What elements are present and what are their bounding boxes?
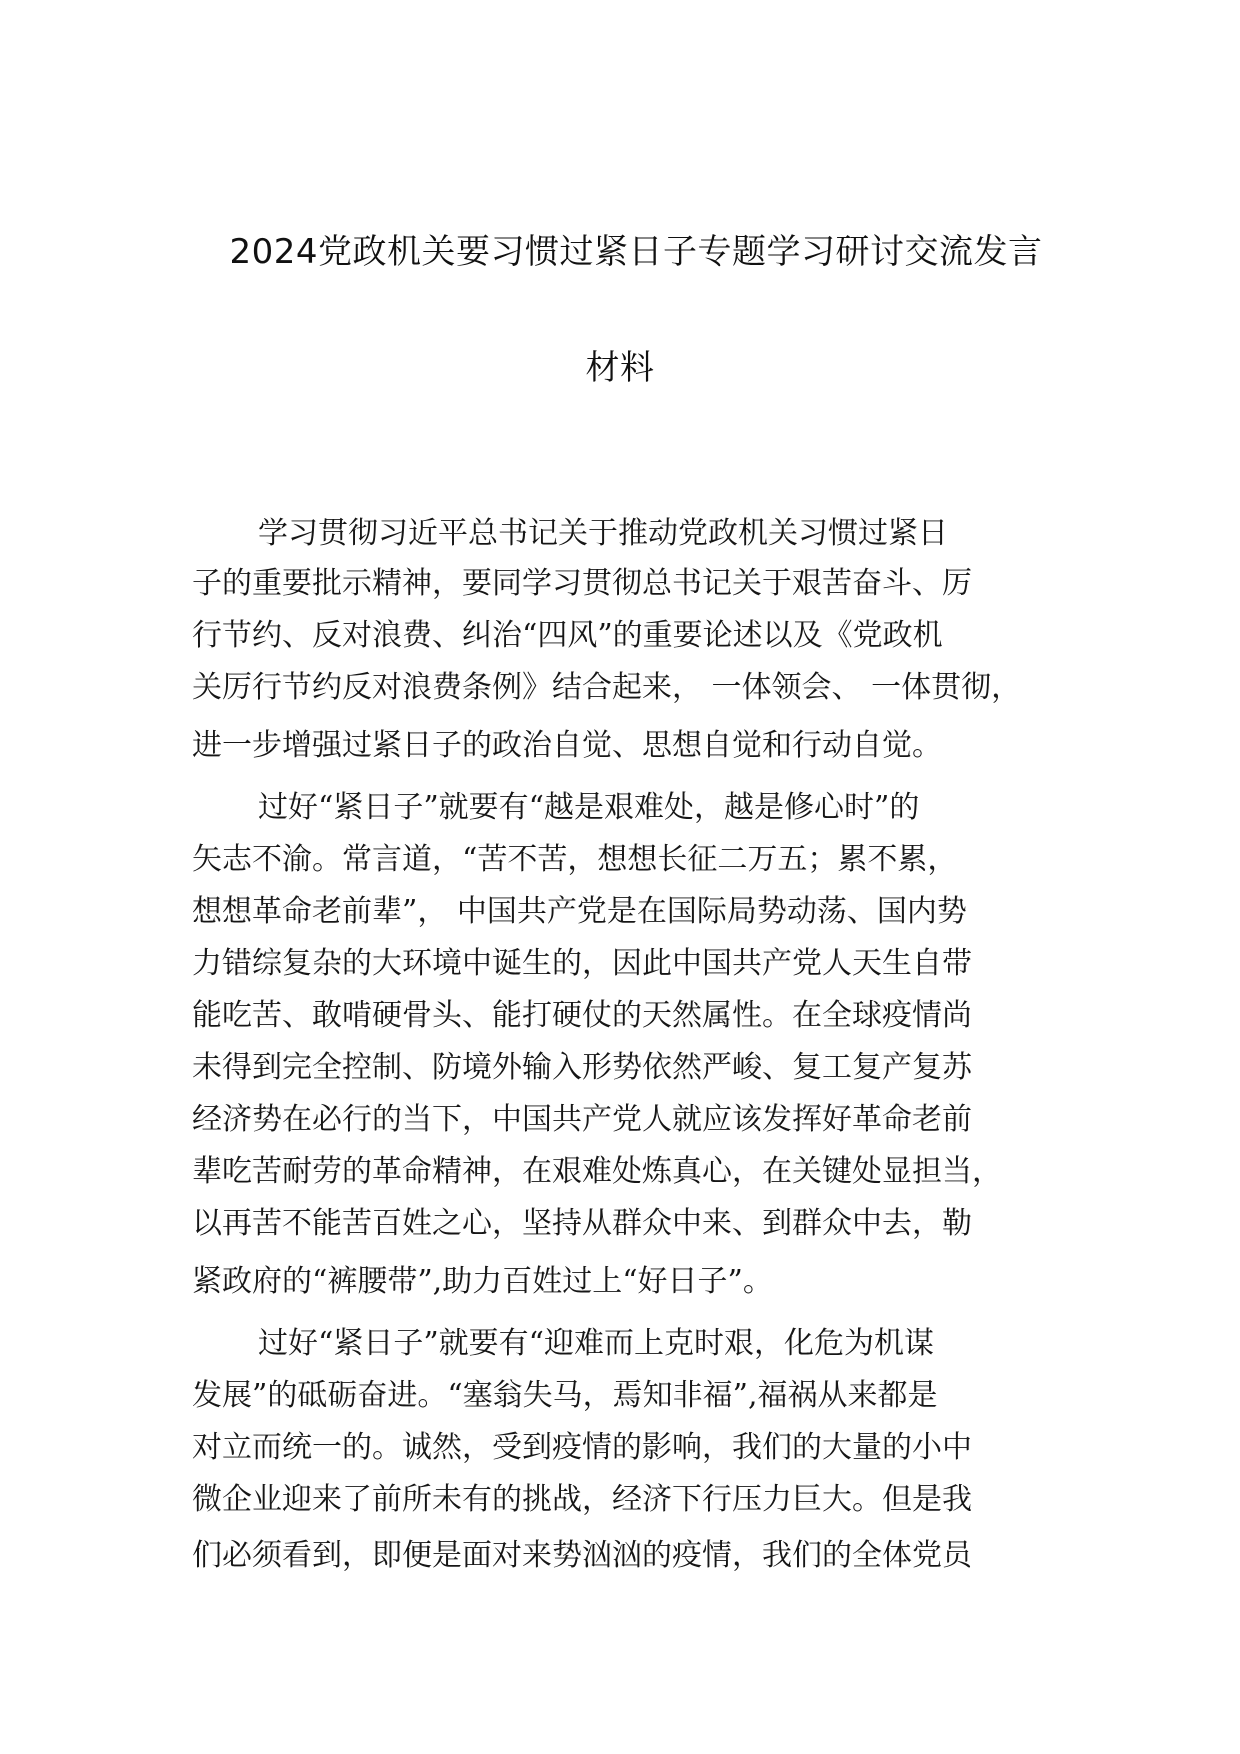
paragraph-2-line-2: 矢志不渝。常言道，“苦不苦，想想长征二万五；累不累，: [192, 842, 958, 877]
paragraph-3-line-4: 微企业迎来了前所未有的挑战，经济下行压力巨大。但是我: [192, 1482, 972, 1517]
paragraph-2-line-1: 过好“紧日子”就要有“越是艰难处，越是修心时”的: [258, 790, 920, 825]
paragraph-2-line-9: 以再苦不能苦百姓之心，坚持从群众中来、到群众中去，勒: [192, 1206, 972, 1241]
paragraph-1-line-2: 子的重要批示精神，要同学习贯彻总书记关于艰苦奋斗、厉: [192, 566, 972, 601]
paragraph-1-line-4: 关厉行节约反对浪费条例》结合起来， 一体领会、 一体贯彻，: [192, 670, 1022, 705]
paragraph-3-line-3: 对立而统一的。诚然，受到疫情的影响，我们的大量的小中: [192, 1430, 972, 1465]
document-title-line-1: 2024党政机关要习惯过紧日子专题学习研讨交流发言: [229, 232, 1043, 272]
paragraph-2-line-6: 未得到完全控制、防境外输入形势依然严峻、复工复产复苏: [192, 1050, 972, 1085]
paragraph-1-line-1: 学习贯彻习近平总书记关于推动党政机关习惯过紧日: [258, 516, 948, 551]
paragraph-1-line-5: 进一步增强过紧日子的政治自觉、思想自觉和行动自觉。: [192, 728, 942, 763]
paragraph-2-line-7: 经济势在必行的当下，中国共产党人就应该发挥好革命老前: [192, 1102, 972, 1137]
paragraph-2-line-10: 紧政府的“裤腰带”,助力百姓过上“好日子”。: [192, 1264, 773, 1299]
paragraph-3-line-5: 们必须看到，即便是面对来势汹汹的疫情，我们的全体党员: [192, 1538, 972, 1573]
paragraph-3-line-1: 过好“紧日子”就要有“迎难而上克时艰，化危为机谋: [258, 1326, 935, 1361]
paragraph-1-line-3: 行节约、反对浪费、纠治“四风”的重要论述以及《党政机: [192, 618, 943, 653]
paragraph-2-line-4: 力错综复杂的大环境中诞生的，因此中国共产党人天生自带: [192, 946, 972, 981]
paragraph-2-line-8: 辈吃苦耐劳的革命精神，在艰难处炼真心，在关键处显担当，: [192, 1154, 1002, 1189]
paragraph-2-line-5: 能吃苦、敢啃硬骨头、能打硬仗的天然属性。在全球疫情尚: [192, 998, 972, 1033]
document-title-line-2: 材料: [585, 348, 655, 388]
paragraph-2-line-3: 想想革命老前辈”， 中国共产党是在国际局势动荡、国内势: [192, 894, 967, 929]
paragraph-3-line-2: 发展”的砥砺奋进。“塞翁失马，焉知非福”,福祸从来都是: [192, 1378, 938, 1413]
